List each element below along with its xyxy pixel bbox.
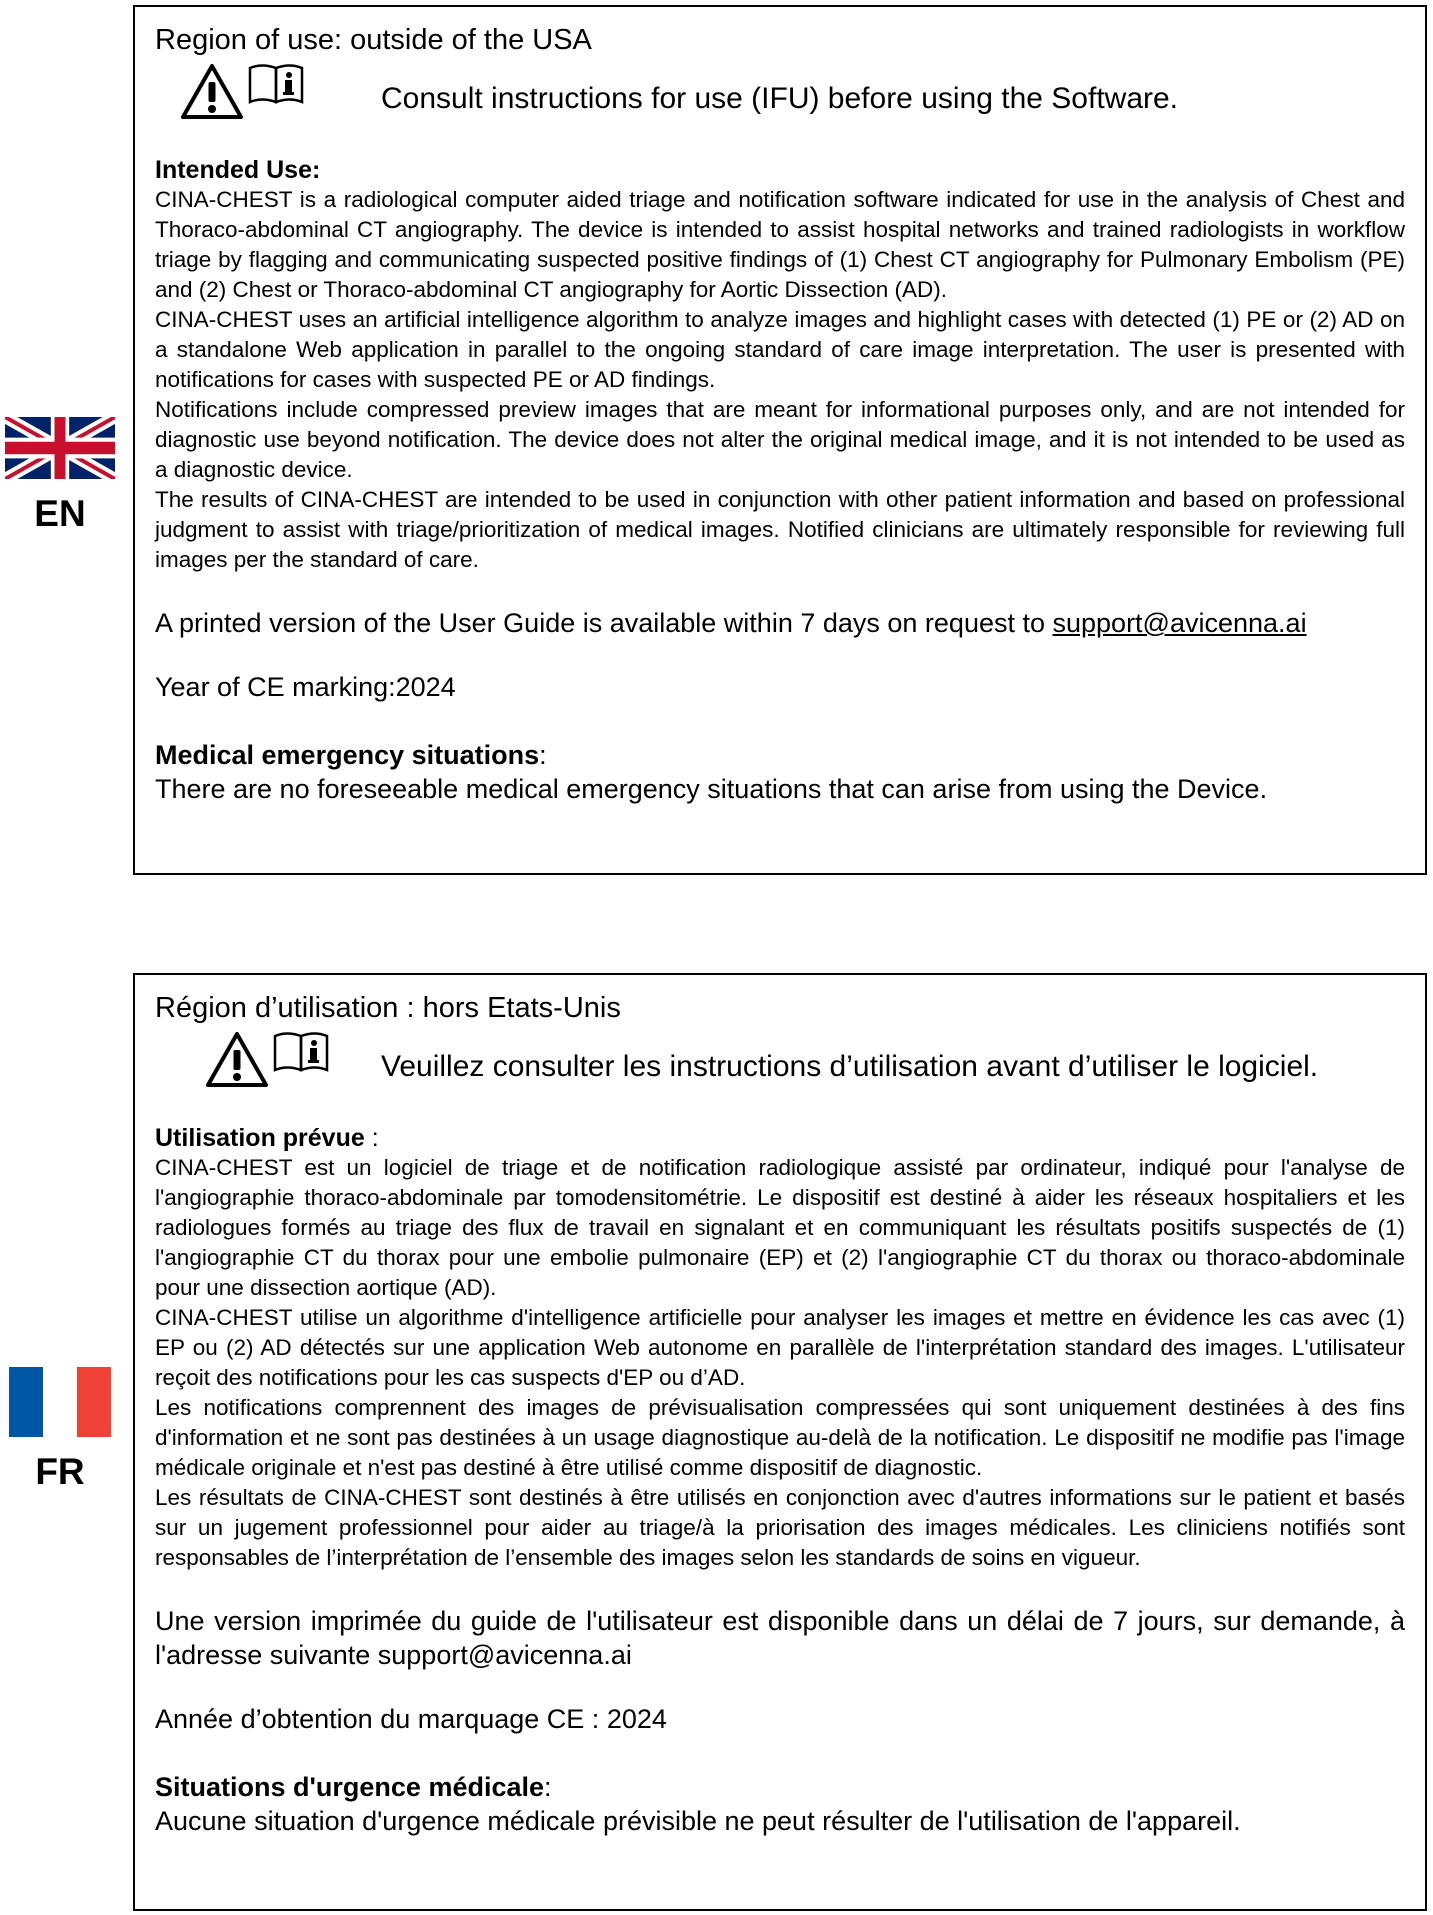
french-flag-icon	[9, 1367, 111, 1437]
support-email-link[interactable]: support@avicenna.ai	[1052, 608, 1307, 638]
emergency-heading: Situations d'urgence médicale:	[155, 1772, 552, 1802]
instructions-book-icon	[247, 62, 305, 106]
emergency-text: Aucune situation d'urgence médicale prévisible ne peut résulter de l'utilisation de l'appareil.	[155, 1806, 1241, 1836]
language-code-fr: FR	[35, 1451, 85, 1492]
intended-use-heading: Utilisation prévue :	[155, 1124, 379, 1152]
ifu-icons	[179, 62, 305, 122]
ifu-row	[155, 1027, 1405, 1115]
intended-use-paragraph: Notifications include compressed preview images that are meant for informational purposes only, and are not intended for diagnostic use beyond notification. The device does not alter the original medical image, and it is not intended to be used as a diagnostic device.	[155, 397, 1405, 482]
language-code-en: EN	[34, 493, 86, 534]
ifu-row	[155, 59, 1405, 147]
ifu-icons	[204, 1030, 330, 1090]
intended-use-paragraph: CINA-CHEST est un logiciel de triage et de notification radiologique assisté par ordinateur, indiqué pour l'analyse de l'angiographie thoraco-abdominale par tomodensitométrie. Le dispositif est destiné à aider les réseaux hospitaliers et les radiologues formés au triage des flux de travail en signalant et en communiquant les résultats positifs suspectés de (1) l'angiographie CT du thorax pour une embolie pulmonaire (EP) et (2) l'angiographie CT du thorax ou thoraco-abdominale pour une dissection aortique (AD).	[155, 1155, 1405, 1300]
intended-use-paragraph: CINA-CHEST is a radiological computer aided triage and notification software indicated for use in the analysis of Chest and Thoraco-abdominal CT angiography. The device is intended to assist hospital networks and trained radiologists in workflow triage by flagging and communicating suspected positive findings of (1) Chest CT angiography for Pulmonary Embolism (PE) and (2) Chest or Thoraco-abdominal CT angiography for Aortic Dissection (AD).	[155, 187, 1405, 302]
instructions-book-icon	[272, 1030, 330, 1074]
fr-language-marker	[0, 1367, 120, 1490]
ce-marking-year: Année d’obtention du marquage CE : 2024	[155, 1704, 667, 1734]
region-of-use: Région d’utilisation : hors Etats-Unis	[155, 992, 621, 1024]
printed-version-notice: A printed version of the User Guide is available within 7 days on request to support@avicenna.ai	[155, 608, 1307, 638]
intended-use-paragraph: CINA-CHEST utilise un algorithme d'intelligence artificielle pour analyser les images et mettre en évidence les cas avec (1) EP ou (2) AD détectés sur une application Web autonome en parallèle de l'interprétation standard des images. L'utilisateur reçoit des notifications pour les cas suspects d'EP ou d’AD.	[155, 1305, 1405, 1390]
fr-notice-box	[133, 973, 1427, 1911]
ifu-instruction: Veuillez consulter les instructions d’utilisation avant d’utiliser le logiciel.	[381, 1050, 1319, 1083]
warning-triangle-icon	[179, 62, 245, 122]
warning-triangle-icon	[204, 1030, 270, 1090]
intended-use-heading: Intended Use:	[155, 156, 321, 184]
emergency-text: There are no foreseeable medical emergency situations that can arise from using the Device.	[155, 774, 1268, 804]
uk-flag-icon	[5, 417, 115, 479]
intended-use-paragraph: CINA-CHEST uses an artificial intelligence algorithm to analyze images and highlight cases with detected (1) PE or (2) AD on a standalone Web application in parallel to the ongoing standard of care image interpretation. The user is presented with notifications for cases with suspected PE or AD findings.	[155, 307, 1405, 392]
en-notice-box	[133, 5, 1427, 875]
intended-use-paragraph: Les résultats de CINA-CHEST sont destinés à être utilisés en conjonction avec d'autres informations sur le patient et basés sur un jugement professionnel pour aider au triage/à la priorisation des images médicales. Les cliniciens notifiés sont responsables de l’interprétation de l’ensemble des images selon les standards de soins en vigueur.	[155, 1485, 1405, 1570]
ce-marking-year: Year of CE marking:2024	[155, 672, 456, 702]
printed-version-notice: Une version imprimée du guide de l'utilisateur est disponible dans un délai de 7 jours, sur demande, à l'adresse suivante support@avicenna.ai	[155, 1606, 1405, 1670]
intended-use-paragraph: The results of CINA-CHEST are intended to be used in conjunction with other patient information and based on professional judgment to assist with triage/prioritization of medical images. Notified clinicians are ultimately responsible for reviewing full images per the standard of care.	[155, 487, 1405, 572]
en-language-marker	[0, 417, 120, 532]
emergency-heading: Medical emergency situations:	[155, 740, 547, 770]
intended-use-paragraph: Les notifications comprennent des images de prévisualisation compressées qui sont uniquement destinées à des fins d'information et ne sont pas destinées à un usage diagnostique au-delà de la notification. Le dispositif ne modifie pas l'image médicale originale et n'est pas destiné à être utilisé comme dispositif de diagnostic.	[155, 1395, 1405, 1480]
region-of-use: Region of use: outside of the USA	[155, 24, 592, 56]
ifu-instruction: Consult instructions for use (IFU) before using the Software.	[381, 82, 1179, 115]
